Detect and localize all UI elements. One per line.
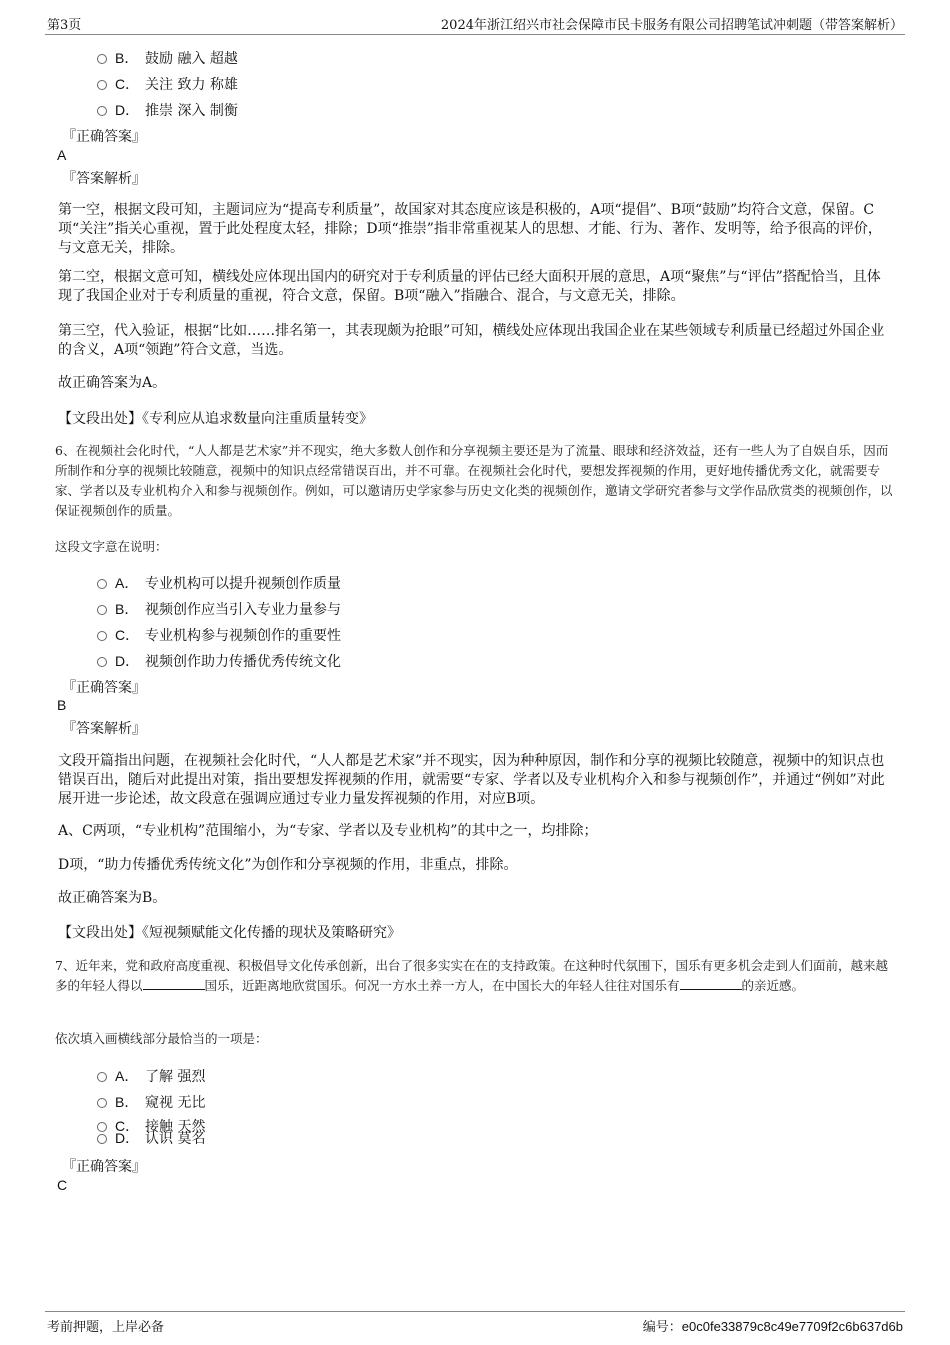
q6-option-b[interactable]: B． 视频创作应当引入专业力量参与 (97, 599, 341, 619)
q5-analysis-para-3: 第三空，代入验证，根据“比如……排名第一，其表现颇为抢眼”可知，横线处应体现出我国企业在某些领域专利质量已经超过外国企业的含义，A项“领跑”符合文意，当选。 (58, 323, 885, 358)
q6-analysis-conclusion: 故正确答案为B。 (58, 890, 167, 906)
q5-analysis-para-2: 第二空，根据文意可知，横线处应体现出国内的研究对于专利质量的评估已经大面积开展的意思，A项“聚焦”与“评估”搭配恰当，且体现了我国企业对于专利质量的重视，符合文意，保留。B项“融入”指融合、混合，与文意无关，排除。 (58, 269, 881, 304)
q5-source: 【文段出处】《专利应从追求数量向注重质量转变》 (58, 411, 373, 427)
q6-source: 【文段出处】《短视频赋能文化传播的现状及策略研究》 (58, 925, 401, 941)
q7-option-d[interactable]: D． 认识 莫名 (97, 1128, 205, 1148)
q6-analysis-para-3: D项，“助力传播优秀传统文化”为创作和分享视频的作用，非重点，排除。 (58, 857, 518, 873)
q6-option-d[interactable]: D． 视频创作助力传播优秀传统文化 (97, 651, 341, 671)
fill-blank-1[interactable] (143, 977, 205, 990)
q7-option-a[interactable]: A． 了解 强烈 (97, 1066, 205, 1086)
radio-icon[interactable] (97, 1134, 107, 1144)
page-number: 第3页 (47, 18, 82, 33)
q5-option-d[interactable]: D． 推崇 深入 制衡 (97, 100, 238, 120)
q6-option-c[interactable]: C． 专业机构参与视频创作的重要性 (97, 625, 341, 645)
document-code: 编号：e0c0fe33879c8c49e7709f2c6b637d6b (642, 1319, 903, 1335)
document-title: 2024年浙江绍兴市社会保障市民卡服务有限公司招聘笔试冲刺题（带答案解析） (440, 18, 903, 33)
radio-icon[interactable] (97, 605, 107, 615)
q6-analysis-para-1: 文段开篇指出问题，在视频社会化时代，“人人都是艺术家”并不现实，因为种种原因，制作和分享的视频比较随意，视频中的知识点也错误百出，随后对此提出对策，指出要想发挥视频的作用，就需要“专家、学者以及专业机构介入和参与视频创作”，并通过“例如”对此展开进一步论述，故文段意在强调应通过专业力量发挥视频的作用，对应B项。 (58, 753, 885, 807)
q6-question: 6、在视频社会化时代，“人人都是艺术家”并不现实，绝大多数人创作和分享视频主要还是为了流量、眼球和经济效益，还有一些人为了自娱自乐，因而所制作和分享的视频比较随意，视频中的知识点经常错误百出，并不可靠。在视频社会化时代，要想发挥视频的作用，更好地传播优秀文化，就需要专家、学者以及专业机构介入和参与视频创作。例如，可以邀请历史学家参与历史文化类的视频创作，邀请文学研究者参与文学作品欣赏类的视频创作，以保证视频创作的质量。 (55, 443, 893, 518)
q5-analysis-para-1: 第一空，根据文段可知，主题词应为“提高专利质量”，故国家对其态度应该是积极的，A项“提倡”、B项“鼓励”均符合文意，保留。C项“关注”指关心重视，置于此处程度太轻，排除；D项“推崇”指非常重视某人的思想、才能、行为、著作、发明等，给予很高的评价，与文意无关，排除。 (58, 202, 882, 256)
radio-icon[interactable] (97, 106, 107, 116)
radio-icon[interactable] (97, 1072, 107, 1082)
q6-analysis-label: 『答案解析』 (62, 721, 146, 737)
radio-icon[interactable] (97, 80, 107, 90)
q6-option-a[interactable]: A． 专业机构可以提升视频创作质量 (97, 573, 341, 593)
q5-option-c[interactable]: C． 关注 致力 称雄 (97, 74, 238, 94)
q7-prompt: 依次填入画横线部分最恰当的一项是： (55, 1031, 268, 1046)
q6-answer-label: 『正确答案』 (62, 680, 146, 696)
q6-answer: B (57, 697, 67, 713)
q7-question: 7、近年来，党和政府高度重视、积极倡导文化传承创新，出台了很多实实在在的支持政策。在这种时代氛围下，国乐有更多机会走到人们面前，越来越多的年轻人得以 国乐，近距离地欣赏国乐。何况一方水土养一方人，在中国长大的年轻人往往对国乐有 的亲近感。 (55, 958, 888, 993)
q5-answer-label: 『正确答案』 (62, 129, 146, 145)
page-footer (45, 1311, 905, 1334)
q5-analysis-conclusion: 故正确答案为A。 (58, 375, 167, 391)
q5-option-b[interactable]: B． 鼓励 融入 超越 (97, 48, 238, 68)
q5-analysis-label: 『答案解析』 (62, 171, 146, 187)
q6-analysis-para-2: A、C两项，“专业机构”范围缩小，为“专家、学者以及专业机构”的其中之一，均排除； (58, 823, 598, 839)
q7-answer-label: 『正确答案』 (62, 1159, 146, 1175)
page-header (45, 14, 905, 35)
q7-answer: C (57, 1177, 68, 1193)
footer-slogan: 考前押题，上岸必备 (47, 1320, 165, 1335)
fill-blank-2[interactable] (680, 977, 742, 990)
q7-option-c[interactable]: C． 接触 天然 (97, 1116, 205, 1136)
radio-icon[interactable] (97, 579, 107, 589)
q7-option-b[interactable]: B． 窥视 无比 (97, 1092, 205, 1112)
q6-prompt: 这段文字意在说明： (55, 539, 168, 554)
radio-icon[interactable] (97, 631, 107, 641)
q5-answer: A (57, 147, 67, 163)
radio-icon[interactable] (97, 1098, 107, 1108)
radio-icon[interactable] (97, 54, 107, 64)
radio-icon[interactable] (97, 657, 107, 667)
